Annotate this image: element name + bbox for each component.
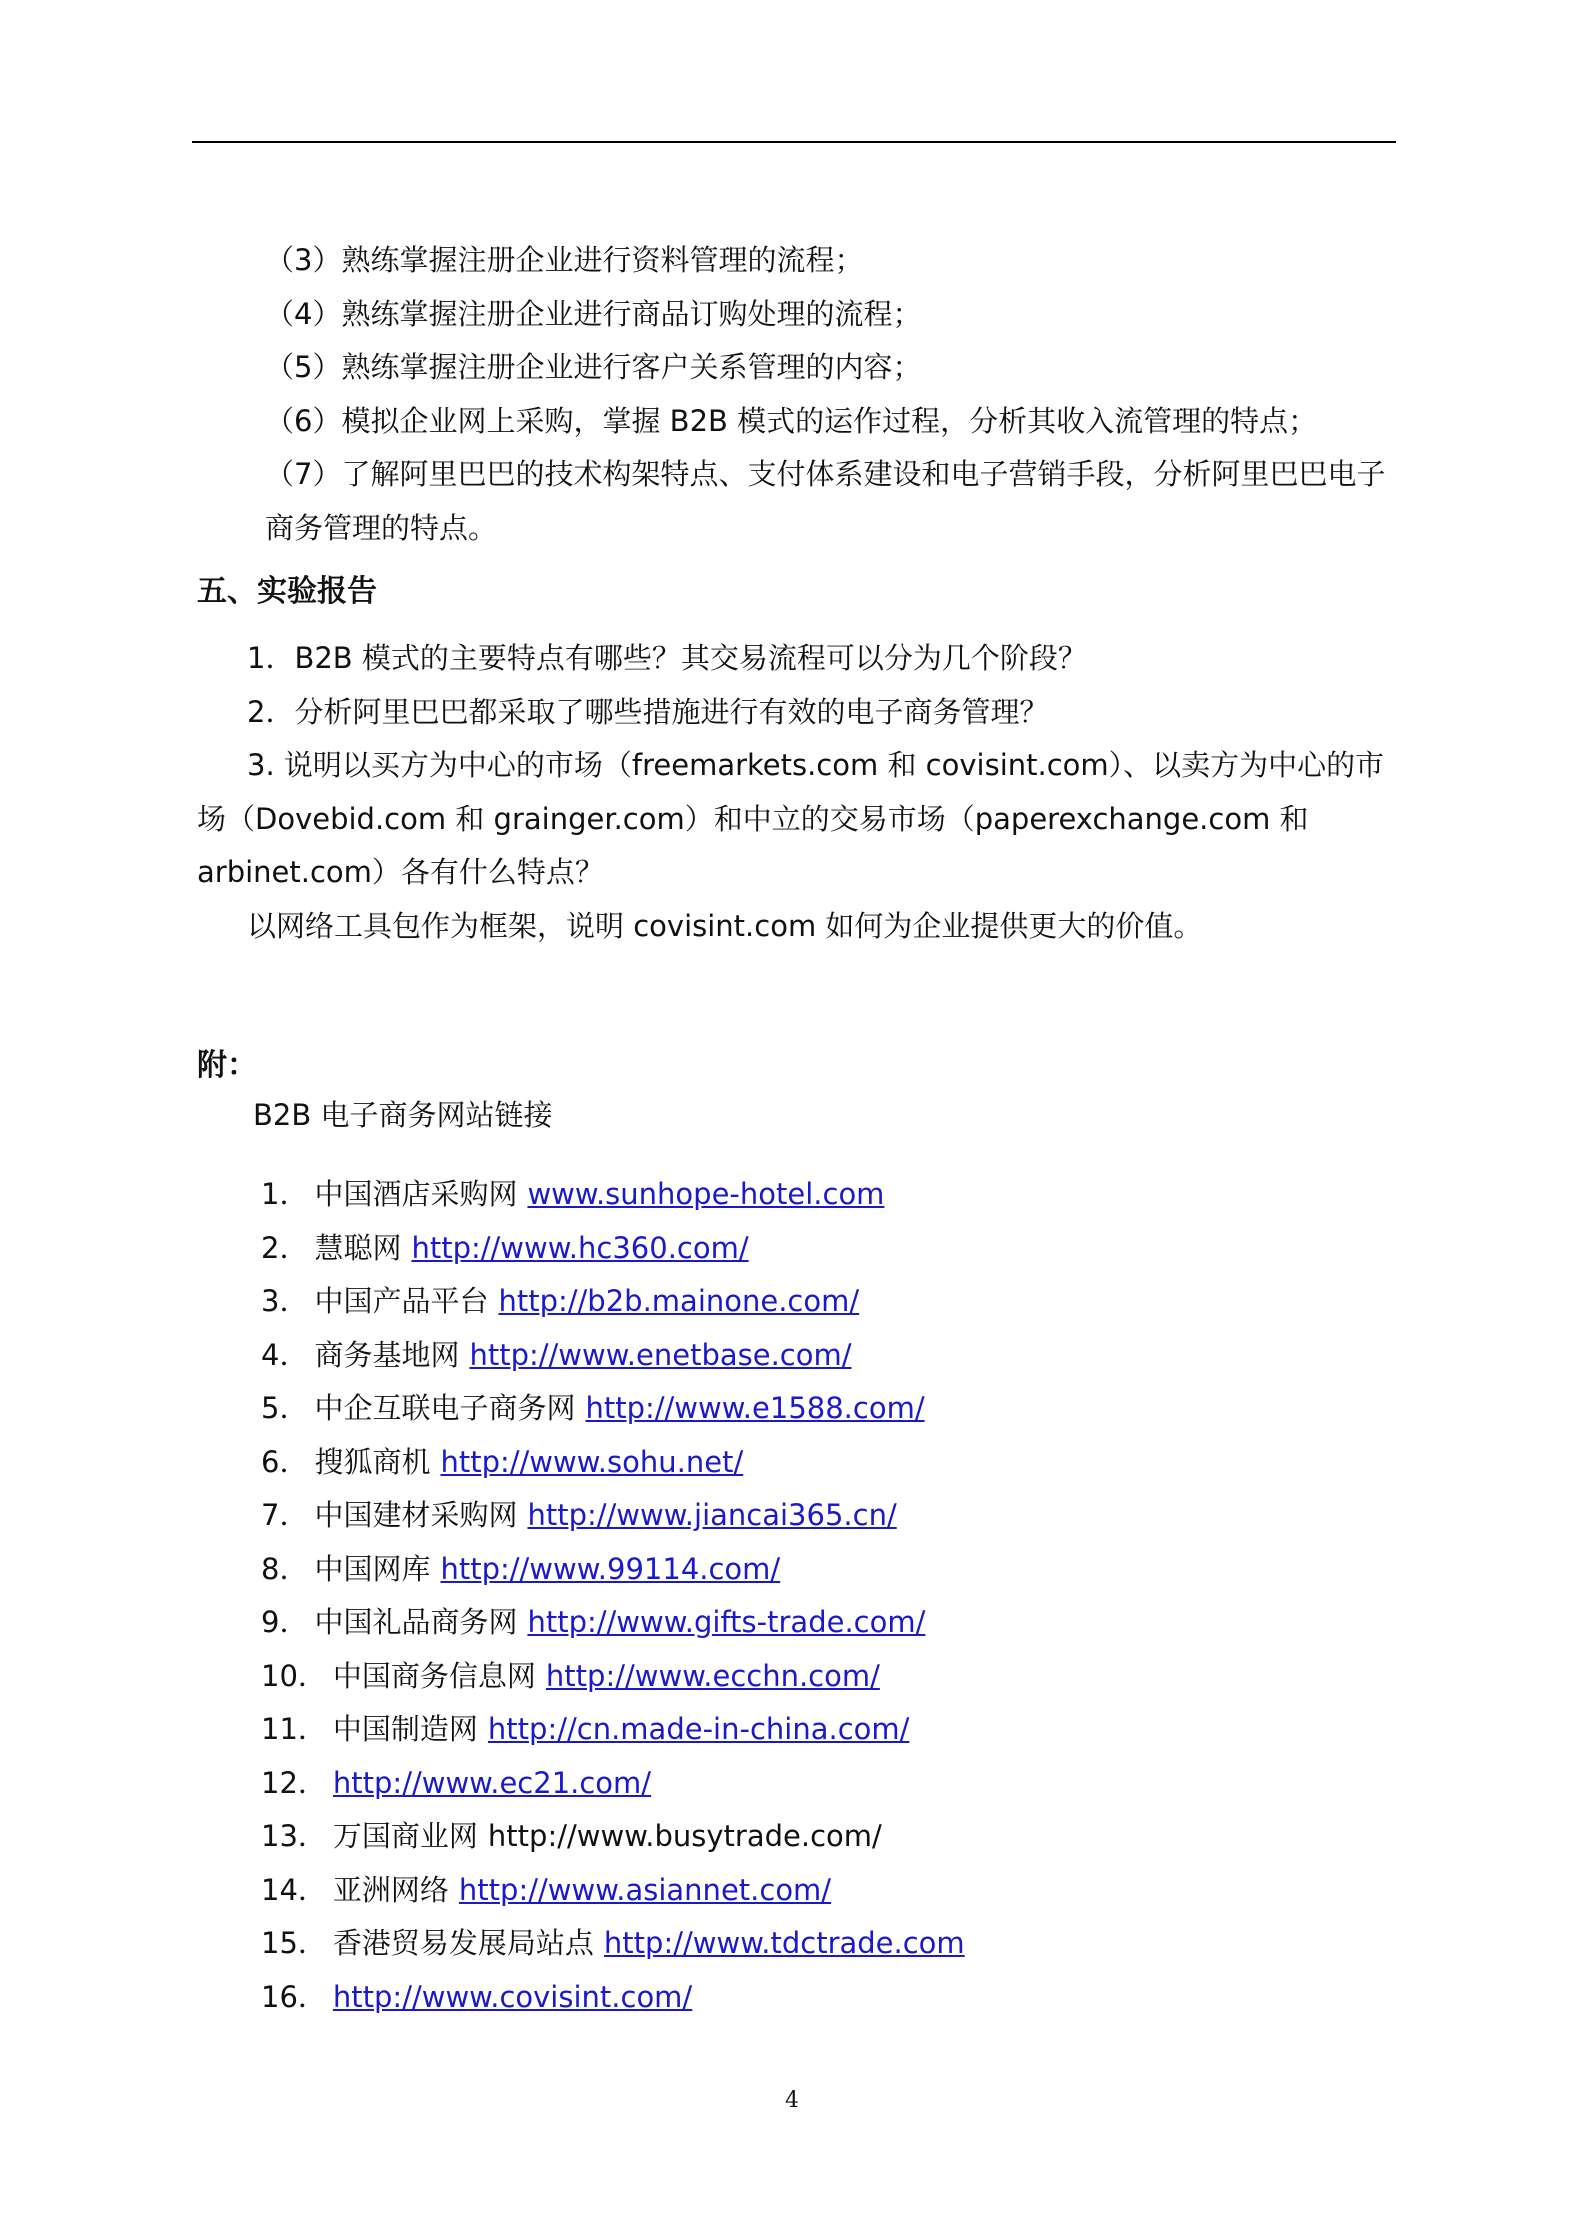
link-row: [261, 1596, 965, 1650]
link-number: 6．: [261, 1444, 309, 1479]
objective-item: （3）熟练掌握注册企业进行资料管理的流程；: [265, 243, 864, 277]
site-url-link[interactable]: http://www.99114.com/: [440, 1551, 781, 1586]
report-item: 2．分析阿里巴巴都采取了哪些措施进行有效的电子商务管理？: [247, 694, 1049, 729]
section-heading: 五、实验报告: [197, 574, 377, 609]
site-name: 慧聪网: [314, 1230, 402, 1265]
site-url-link[interactable]: http://www.tdctrade.com: [603, 1926, 965, 1960]
link-row: [261, 1971, 965, 2025]
link-number: 4．: [261, 1337, 309, 1372]
site-url-link[interactable]: http://www.jiancai365.cn/: [527, 1498, 897, 1532]
page-number: 4: [785, 2088, 799, 2113]
site-url-link[interactable]: http://www.gifts-trade.com/: [527, 1605, 926, 1639]
site-name: 万国商业网: [332, 1819, 478, 1853]
report-item: 1．B2B 模式的主要特点有哪些？其交易流程可以分为几个阶段？: [247, 641, 1087, 675]
site-url-link[interactable]: http://www.enetbase.com/: [469, 1337, 852, 1372]
link-row: [261, 1864, 965, 1918]
link-row: [261, 1329, 965, 1383]
link-number: 3．: [261, 1284, 309, 1318]
site-url-link[interactable]: http://www.sohu.net/: [440, 1444, 744, 1479]
objective-item: （6）模拟企业网上采购，掌握 B2B 模式的运作过程，分析其收入流管理的特点；: [265, 403, 1318, 438]
objective-item: （5）熟练掌握注册企业进行客户关系管理的内容；: [265, 350, 922, 384]
site-name: 商务基地网: [314, 1337, 460, 1372]
link-row: [261, 1275, 965, 1329]
link-number: 16．: [261, 1979, 327, 2014]
link-row: [261, 1382, 965, 1436]
link-number: 5．: [261, 1391, 309, 1425]
link-number: 15．: [261, 1926, 327, 1960]
link-number: 7．: [261, 1498, 309, 1532]
site-name: 中国礼品商务网: [314, 1605, 518, 1639]
site-url-link[interactable]: http://www.ec21.com/: [332, 1765, 652, 1800]
site-name: 中国产品平台: [314, 1284, 489, 1318]
link-row: [261, 1917, 965, 1971]
site-name: 中国建材采购网: [314, 1498, 518, 1532]
link-number: 1．: [261, 1177, 309, 1211]
site-url-link[interactable]: http://www.hc360.com/: [411, 1230, 749, 1265]
link-number: 9．: [261, 1605, 309, 1639]
site-name: 香港贸易发展局站点: [332, 1926, 594, 1960]
site-name: 中国制造网: [332, 1712, 478, 1746]
link-number: 2．: [261, 1230, 309, 1265]
links-title: B2B 电子商务网站链接: [253, 1098, 553, 1132]
site-url-link[interactable]: www.sunhope-hotel.com: [527, 1177, 885, 1211]
link-number: 8．: [261, 1551, 309, 1586]
site-url-link[interactable]: http://cn.made-in-china.com/: [487, 1712, 910, 1746]
objective-item-line: （7）了解阿里巴巴的技术构架特点、支付体系建设和电子营销手段，分析阿里巴巴电子商务管理的特点。: [265, 457, 1386, 545]
link-row: [261, 1543, 965, 1597]
link-number: 11．: [261, 1712, 327, 1746]
appendix-label: 附：: [197, 1048, 257, 1083]
objectives-list: [197, 234, 1397, 555]
site-name: 中国商务信息网: [332, 1658, 536, 1693]
site-name: 亚洲网络: [332, 1872, 449, 1907]
link-row: [261, 1650, 965, 1704]
site-name: 中国网库: [314, 1551, 431, 1586]
link-row: [261, 1222, 965, 1276]
link-row: [261, 1703, 965, 1757]
report-questions: [197, 632, 1397, 953]
site-url-link[interactable]: http://www.ecchn.com/: [545, 1658, 880, 1693]
links-list: [261, 1168, 965, 2024]
header-rule: [192, 141, 1396, 143]
link-number: 10．: [261, 1658, 327, 1693]
objective-item: （4）熟练掌握注册企业进行商品订购处理的流程；: [265, 296, 922, 331]
link-row: [261, 1489, 965, 1543]
site-url-link[interactable]: http://www.asiannet.com/: [458, 1872, 832, 1907]
report-item: 3. 说明以买方为中心的市场（freemarkets.com 和 covisint.com）、以卖方为中心的市场（Dovebid.com 和 grainger.com）和中立的交易市场（paperexchange.com 和 arbinet.com）各有什么特点？: [197, 748, 1385, 889]
site-url-link[interactable]: http://www.e1588.com/: [585, 1391, 925, 1425]
site-url-text: http://www.busytrade.com/: [487, 1819, 882, 1853]
link-number: 14．: [261, 1872, 327, 1907]
link-row: [261, 1810, 965, 1864]
site-url-link[interactable]: http://www.covisint.com/: [332, 1979, 693, 2014]
link-number: 13．: [261, 1819, 327, 1853]
site-name: 中企互联电子商务网: [314, 1391, 576, 1425]
site-name: 搜狐商机: [314, 1444, 431, 1479]
link-row: [261, 1757, 965, 1811]
site-url-link[interactable]: http://b2b.mainone.com/: [498, 1284, 860, 1318]
site-name: 中国酒店采购网: [314, 1177, 518, 1211]
link-row: [261, 1436, 965, 1490]
link-number: 12．: [261, 1765, 327, 1800]
report-item: 以网络工具包作为框架，说明 covisint.com 如何为企业提供更大的价值。: [247, 908, 1203, 943]
objective-item-wrapped: [197, 448, 1397, 555]
link-row: [261, 1168, 965, 1222]
